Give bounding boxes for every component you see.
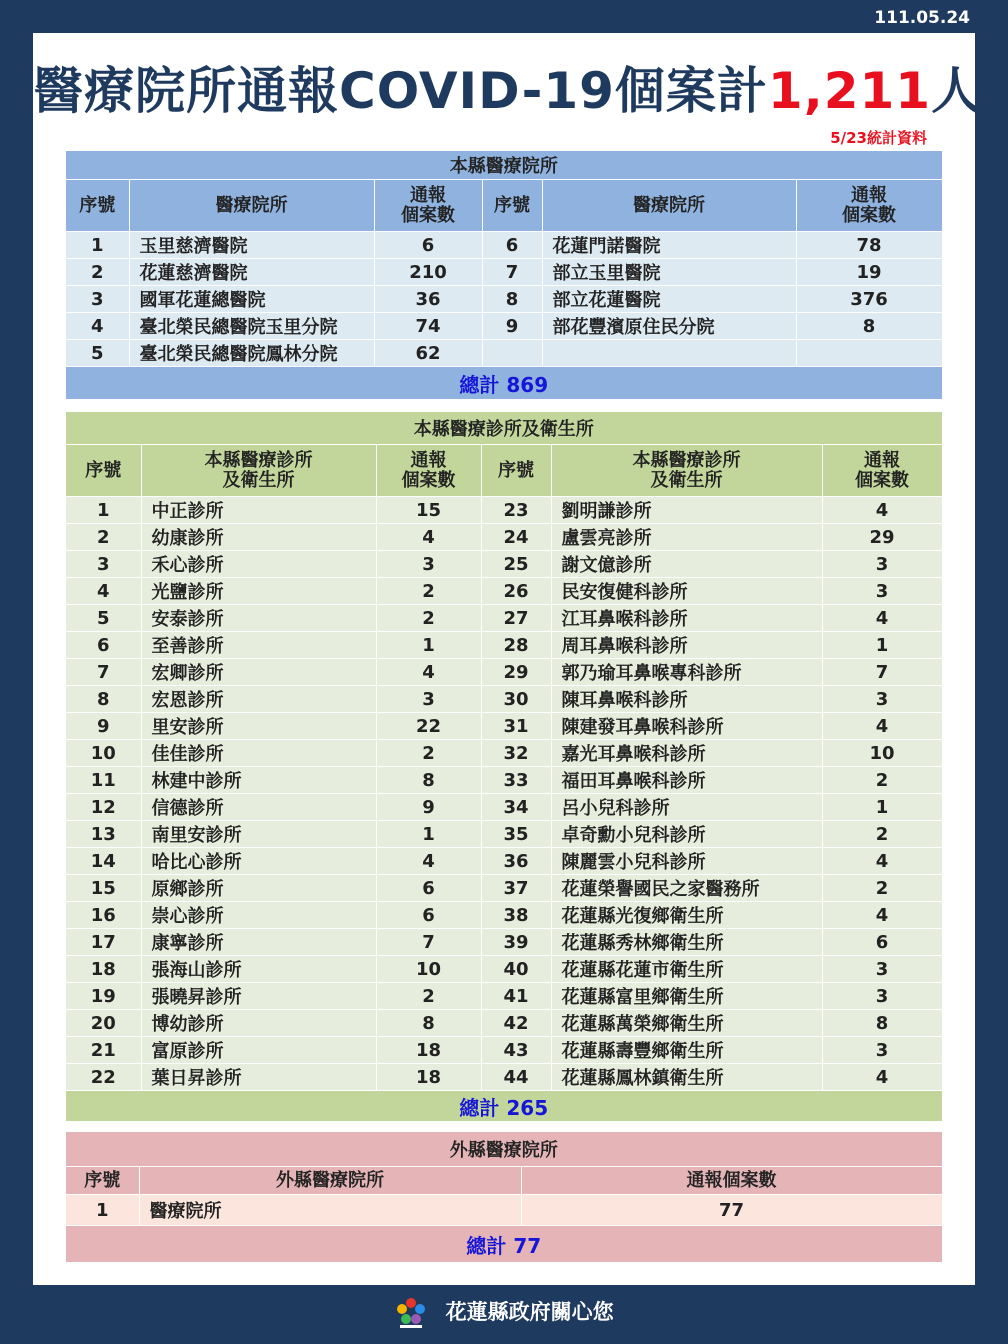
table-cell: 呂小兒科診所 bbox=[551, 794, 822, 821]
table-cell: 部立玉里醫院 bbox=[542, 259, 796, 286]
table-cell: 27 bbox=[481, 605, 551, 632]
table-cell: 張曉昇診所 bbox=[141, 983, 376, 1010]
table-cell: 15 bbox=[66, 875, 141, 902]
table-cell: 劉明謙診所 bbox=[551, 497, 822, 524]
table-cell: 6 bbox=[822, 929, 942, 956]
table-cell: 77 bbox=[521, 1195, 942, 1226]
table-cell: 周耳鼻喉科診所 bbox=[551, 632, 822, 659]
table-cell: 12 bbox=[66, 794, 141, 821]
table-cell: 1 bbox=[822, 794, 942, 821]
table-cell: 29 bbox=[822, 524, 942, 551]
col-header: 本縣醫療診所 及衛生所 bbox=[551, 445, 822, 497]
table-cell: 7 bbox=[66, 659, 141, 686]
table-cell: 嘉光耳鼻喉科診所 bbox=[551, 740, 822, 767]
table-cell: 花蓮縣富里鄉衛生所 bbox=[551, 983, 822, 1010]
table-cell: 富原診所 bbox=[141, 1037, 376, 1064]
table-cell: 5 bbox=[66, 340, 129, 367]
table-cell: 醫療院所 bbox=[139, 1195, 521, 1226]
table-cell bbox=[542, 340, 796, 367]
table-cell: 花蓮門諾醫院 bbox=[542, 232, 796, 259]
table-cell: 盧雲亮診所 bbox=[551, 524, 822, 551]
col-header: 本縣醫療診所 及衛生所 bbox=[141, 445, 376, 497]
table-cell: 部花豐濱原住民分院 bbox=[542, 313, 796, 340]
col-header: 序號 bbox=[66, 1167, 139, 1195]
table-cell: 3 bbox=[822, 956, 942, 983]
table-cell: 25 bbox=[481, 551, 551, 578]
county-logo-icon bbox=[394, 1296, 428, 1330]
table-cell: 20 bbox=[66, 1010, 141, 1037]
col-header: 序號 bbox=[66, 180, 129, 232]
col-header: 序號 bbox=[482, 180, 542, 232]
table-row bbox=[66, 875, 942, 902]
table-cell: 19 bbox=[796, 259, 942, 286]
table-cell: 4 bbox=[822, 713, 942, 740]
table-cell: 1 bbox=[66, 232, 129, 259]
table-cell: 花蓮慈濟醫院 bbox=[129, 259, 374, 286]
table-cell: 2 bbox=[822, 767, 942, 794]
table-cell: 3 bbox=[822, 578, 942, 605]
table-cell: 16 bbox=[66, 902, 141, 929]
total-cases-number: 1,211 bbox=[767, 62, 932, 120]
table-cell: 花蓮榮譽國民之家醫務所 bbox=[551, 875, 822, 902]
table-cell: 南里安診所 bbox=[141, 821, 376, 848]
table-cell: 210 bbox=[374, 259, 482, 286]
table-cell: 30 bbox=[481, 686, 551, 713]
table-cell: 4 bbox=[376, 848, 481, 875]
table-cell: 33 bbox=[481, 767, 551, 794]
page-title: 醫療院所通報COVID-19個案計1,211人 bbox=[33, 62, 983, 120]
table-cell: 21 bbox=[66, 1037, 141, 1064]
table-row bbox=[66, 340, 942, 367]
table-row bbox=[66, 767, 942, 794]
table-cell: 陳建發耳鼻喉科診所 bbox=[551, 713, 822, 740]
county-hospitals-table bbox=[66, 151, 943, 400]
table-row bbox=[66, 902, 942, 929]
footer-text: 花蓮縣政府關心您 bbox=[445, 1300, 614, 1324]
table-cell: 幼康診所 bbox=[141, 524, 376, 551]
table-cell: 2 bbox=[822, 875, 942, 902]
table-cell: 3 bbox=[822, 551, 942, 578]
table-cell: 哈比心診所 bbox=[141, 848, 376, 875]
table-cell: 78 bbox=[796, 232, 942, 259]
table-cell: 62 bbox=[374, 340, 482, 367]
table-cell: 林建中診所 bbox=[141, 767, 376, 794]
table-cell: 陳麗雲小兒科診所 bbox=[551, 848, 822, 875]
col-header: 通報 個案數 bbox=[376, 445, 481, 497]
table-cell: 臺北榮民總醫院鳳林分院 bbox=[129, 340, 374, 367]
table-cell: 光鹽診所 bbox=[141, 578, 376, 605]
table-row bbox=[66, 232, 942, 259]
table-cell: 10 bbox=[376, 956, 481, 983]
table-cell: 福田耳鼻喉科診所 bbox=[551, 767, 822, 794]
table-cell: 崇心診所 bbox=[141, 902, 376, 929]
table-cell: 36 bbox=[374, 286, 482, 313]
table-cell: 74 bbox=[374, 313, 482, 340]
table-cell: 3 bbox=[376, 686, 481, 713]
table-row bbox=[66, 1064, 942, 1091]
table-cell: 38 bbox=[481, 902, 551, 929]
table-cell: 3 bbox=[376, 551, 481, 578]
table-cell: 1 bbox=[376, 821, 481, 848]
date-label: 111.05.24 bbox=[874, 8, 970, 28]
table-cell: 卓奇勳小兒科診所 bbox=[551, 821, 822, 848]
table-row bbox=[66, 848, 942, 875]
table-cell: 花蓮縣壽豐鄉衛生所 bbox=[551, 1037, 822, 1064]
content-panel bbox=[33, 33, 983, 1285]
table-cell: 14 bbox=[66, 848, 141, 875]
table-cell: 陳耳鼻喉科診所 bbox=[551, 686, 822, 713]
table-cell: 8 bbox=[822, 1010, 942, 1037]
table-cell: 8 bbox=[376, 767, 481, 794]
table-cell: 信德診所 bbox=[141, 794, 376, 821]
table-cell: 4 bbox=[66, 313, 129, 340]
table-cell: 玉里慈濟醫院 bbox=[129, 232, 374, 259]
table-row bbox=[66, 713, 942, 740]
table-row bbox=[66, 605, 942, 632]
table-row bbox=[66, 313, 942, 340]
table-cell bbox=[482, 340, 542, 367]
table-row bbox=[66, 551, 942, 578]
table-row bbox=[66, 1010, 942, 1037]
col-header: 通報 個案數 bbox=[796, 180, 942, 232]
col-header: 醫療院所 bbox=[129, 180, 374, 232]
table-cell: 11 bbox=[66, 767, 141, 794]
table-cell: 1 bbox=[66, 1195, 139, 1226]
table-cell: 39 bbox=[481, 929, 551, 956]
table-row bbox=[66, 497, 942, 524]
table-title: 本縣醫療診所及衛生所 bbox=[66, 412, 942, 445]
table-cell: 18 bbox=[66, 956, 141, 983]
table-cell: 6 bbox=[66, 632, 141, 659]
table-cell: 葉日昇診所 bbox=[141, 1064, 376, 1091]
table-cell: 18 bbox=[376, 1037, 481, 1064]
table-cell: 37 bbox=[481, 875, 551, 902]
table-cell: 13 bbox=[66, 821, 141, 848]
table-cell: 1 bbox=[822, 632, 942, 659]
table-cell: 2 bbox=[376, 605, 481, 632]
table-cell: 至善診所 bbox=[141, 632, 376, 659]
col-header: 通報 個案數 bbox=[822, 445, 942, 497]
table-row bbox=[66, 632, 942, 659]
table-cell: 4 bbox=[376, 524, 481, 551]
footer bbox=[0, 1296, 1008, 1330]
table-cell: 8 bbox=[482, 286, 542, 313]
table-cell: 宏恩診所 bbox=[141, 686, 376, 713]
table-cell: 國軍花蓮總醫院 bbox=[129, 286, 374, 313]
table-row bbox=[66, 956, 942, 983]
table-cell: 32 bbox=[481, 740, 551, 767]
table-cell: 8 bbox=[376, 1010, 481, 1037]
col-header: 通報個案數 bbox=[521, 1167, 942, 1195]
table-row bbox=[66, 740, 942, 767]
table-cell: 花蓮縣鳳林鎮衛生所 bbox=[551, 1064, 822, 1091]
table-cell: 里安診所 bbox=[141, 713, 376, 740]
table-cell: 8 bbox=[796, 313, 942, 340]
table-cell: 31 bbox=[481, 713, 551, 740]
table-row bbox=[66, 578, 942, 605]
table-cell: 7 bbox=[482, 259, 542, 286]
table-cell: 42 bbox=[481, 1010, 551, 1037]
table-cell: 2 bbox=[822, 821, 942, 848]
table-cell: 34 bbox=[481, 794, 551, 821]
table-cell: 2 bbox=[376, 740, 481, 767]
table-cell: 28 bbox=[481, 632, 551, 659]
table-cell: 3 bbox=[822, 1037, 942, 1064]
table-cell: 2 bbox=[376, 578, 481, 605]
table-row bbox=[66, 524, 942, 551]
table-cell: 9 bbox=[376, 794, 481, 821]
table-cell: 10 bbox=[822, 740, 942, 767]
outside-hospitals-table bbox=[66, 1132, 943, 1263]
table-row bbox=[66, 1195, 942, 1226]
table-cell: 江耳鼻喉科診所 bbox=[551, 605, 822, 632]
table-cell: 3 bbox=[822, 983, 942, 1010]
table-cell: 佳佳診所 bbox=[141, 740, 376, 767]
table-cell: 花蓮縣秀林鄉衛生所 bbox=[551, 929, 822, 956]
table-cell: 3 bbox=[822, 686, 942, 713]
table-cell: 22 bbox=[66, 1064, 141, 1091]
table-cell: 26 bbox=[481, 578, 551, 605]
table-cell: 41 bbox=[481, 983, 551, 1010]
table-cell: 9 bbox=[482, 313, 542, 340]
table-cell: 3 bbox=[66, 286, 129, 313]
table-cell: 6 bbox=[374, 232, 482, 259]
table-cell: 謝文億診所 bbox=[551, 551, 822, 578]
table-cell: 2 bbox=[376, 983, 481, 1010]
table-cell: 康寧診所 bbox=[141, 929, 376, 956]
table-cell: 3 bbox=[66, 551, 141, 578]
table-cell: 15 bbox=[376, 497, 481, 524]
col-header: 序號 bbox=[481, 445, 551, 497]
table-cell: 博幼診所 bbox=[141, 1010, 376, 1037]
table-cell: 部立花蓮醫院 bbox=[542, 286, 796, 313]
table-cell: 2 bbox=[66, 259, 129, 286]
col-header: 外縣醫療院所 bbox=[139, 1167, 521, 1195]
table-cell: 6 bbox=[376, 875, 481, 902]
table-row bbox=[66, 1037, 942, 1064]
table-cell: 9 bbox=[66, 713, 141, 740]
table-cell: 6 bbox=[482, 232, 542, 259]
table-cell: 4 bbox=[822, 1064, 942, 1091]
table-cell: 4 bbox=[822, 848, 942, 875]
table-cell: 5 bbox=[66, 605, 141, 632]
table-cell: 4 bbox=[822, 605, 942, 632]
table-cell: 24 bbox=[481, 524, 551, 551]
table-cell: 花蓮縣光復鄉衛生所 bbox=[551, 902, 822, 929]
table-row bbox=[66, 929, 942, 956]
table-cell: 8 bbox=[66, 686, 141, 713]
county-clinics-table bbox=[66, 412, 943, 1122]
table-cell: 原鄉診所 bbox=[141, 875, 376, 902]
table-cell: 宏卿診所 bbox=[141, 659, 376, 686]
table-row bbox=[66, 686, 942, 713]
table-cell: 花蓮縣花蓮市衛生所 bbox=[551, 956, 822, 983]
table-cell: 4 bbox=[822, 497, 942, 524]
table-cell: 22 bbox=[376, 713, 481, 740]
table-cell: 1 bbox=[376, 632, 481, 659]
table-cell: 40 bbox=[481, 956, 551, 983]
table-cell: 中正診所 bbox=[141, 497, 376, 524]
table-cell: 4 bbox=[66, 578, 141, 605]
table-cell: 44 bbox=[481, 1064, 551, 1091]
table-cell: 4 bbox=[376, 659, 481, 686]
table-cell: 7 bbox=[376, 929, 481, 956]
table-cell: 376 bbox=[796, 286, 942, 313]
table-cell: 17 bbox=[66, 929, 141, 956]
table-cell: 18 bbox=[376, 1064, 481, 1091]
table-cell: 2 bbox=[66, 524, 141, 551]
table-row bbox=[66, 259, 942, 286]
col-header: 醫療院所 bbox=[542, 180, 796, 232]
table-cell: 4 bbox=[822, 902, 942, 929]
table-cell: 郭乃瑜耳鼻喉專科診所 bbox=[551, 659, 822, 686]
table-cell: 6 bbox=[376, 902, 481, 929]
table-cell: 7 bbox=[822, 659, 942, 686]
table-total: 總計 265 bbox=[66, 1091, 942, 1122]
table-title: 本縣醫療院所 bbox=[66, 151, 942, 180]
table-cell: 花蓮縣萬榮鄉衛生所 bbox=[551, 1010, 822, 1037]
table-cell: 23 bbox=[481, 497, 551, 524]
table-row bbox=[66, 821, 942, 848]
table-row bbox=[66, 659, 942, 686]
table-row bbox=[66, 286, 942, 313]
table-cell: 29 bbox=[481, 659, 551, 686]
table-cell: 民安復健科診所 bbox=[551, 578, 822, 605]
table-total: 總計 869 bbox=[66, 367, 942, 400]
table-title: 外縣醫療院所 bbox=[66, 1132, 942, 1167]
table-cell: 43 bbox=[481, 1037, 551, 1064]
table-total: 總計 77 bbox=[66, 1226, 942, 1263]
table-cell: 1 bbox=[66, 497, 141, 524]
col-header: 通報 個案數 bbox=[374, 180, 482, 232]
data-date-note: 5/23統計資料 bbox=[830, 129, 927, 147]
table-cell: 35 bbox=[481, 821, 551, 848]
col-header: 序號 bbox=[66, 445, 141, 497]
table-cell bbox=[796, 340, 942, 367]
table-cell: 36 bbox=[481, 848, 551, 875]
table-cell: 19 bbox=[66, 983, 141, 1010]
table-row bbox=[66, 983, 942, 1010]
table-cell: 臺北榮民總醫院玉里分院 bbox=[129, 313, 374, 340]
table-cell: 張海山診所 bbox=[141, 956, 376, 983]
table-cell: 10 bbox=[66, 740, 141, 767]
table-cell: 安泰診所 bbox=[141, 605, 376, 632]
table-row bbox=[66, 794, 942, 821]
table-cell: 禾心診所 bbox=[141, 551, 376, 578]
